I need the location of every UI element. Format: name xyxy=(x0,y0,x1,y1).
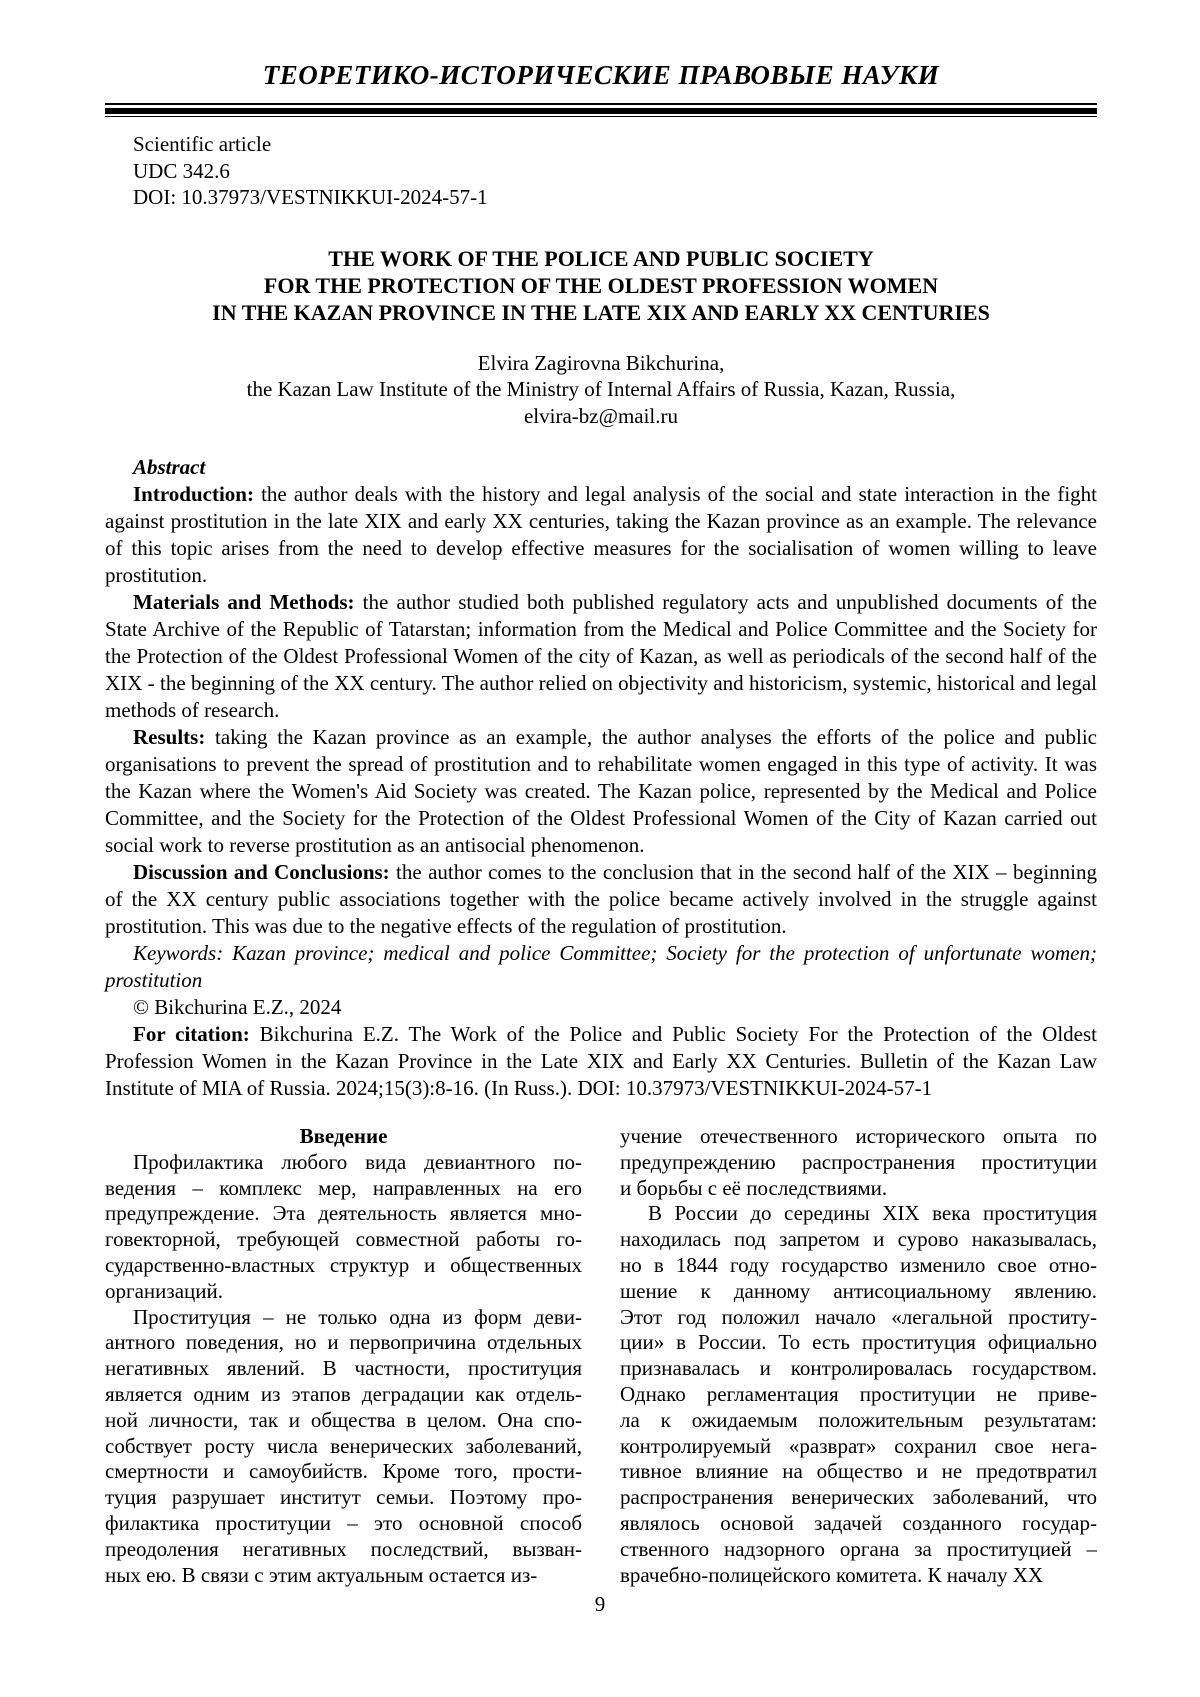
text-line: смертности и самоубийств. Кроме того, прости- xyxy=(105,1459,582,1484)
abstract-introduction xyxy=(105,481,1097,589)
running-head: ТЕОРЕТИКО-ИСТОРИЧЕСКИЕ ПРАВОВЫЕ НАУКИ xyxy=(262,60,940,90)
section-text-materials: the author studied both published regulatory acts and unpublished documents of the State Archive of the Republic of Tatarstan; information from the Medical and Police Committee and the Society for the Protection of the Oldest Professional Women of the city of Kazan, as well as periodicals of the second half of the XIX - the beginning of the XX century. The author relied on objectivity and historicism, systemic, historical and legal methods of research. xyxy=(105,590,1097,722)
text-line: ла к ожидаемым положительным результатам: xyxy=(620,1407,1097,1432)
text-line: говекторной, требующей совместной работы го- xyxy=(105,1227,582,1252)
rule-thin-bottom xyxy=(105,116,1097,117)
text-line: ных ею. В связи с этим актуальным остается из- xyxy=(105,1562,538,1587)
citation-text: Bikchurina E.Z. The Work of the Police and Public Society For the Protection of the Oldest Profession Women in the Kazan Province in the Late XIX and Early XX Centuries. Bulletin of the Kazan Law Institute of MIA of Russia. 2024;15(3):8-16. (In Russ.). DOI: 10.37973/VESTNIKKUI-2024-57-1 xyxy=(105,1022,1097,1100)
text-line: и борьбы с её последствиями. xyxy=(620,1175,888,1200)
text-line: Этот год положил начало «легальной проститу- xyxy=(620,1304,1097,1329)
text-line: сударственно-властных структур и общественных xyxy=(105,1252,582,1277)
right-column xyxy=(620,1124,1097,1588)
copyright-line: © Bikchurina E.Z., 2024 xyxy=(133,995,342,1019)
section-text-discussion: the author comes to the conclusion that in the second half of the XIX – beginning of the XX century public associations together with the police became actively involved in the struggle against prostitution. This was due to the negative effects of the regulation of prostitution. xyxy=(105,860,1097,938)
citation xyxy=(105,1021,1097,1102)
text-line: шение к данному антисоциальному явлению. xyxy=(620,1278,1097,1303)
section-label-introduction: Introduction: xyxy=(133,482,254,506)
section-label-discussion: Discussion and Conclusions: xyxy=(133,860,390,884)
right-column-text xyxy=(620,1124,1097,1588)
section-text-results: taking the Kazan province as an example, the author analyses the efforts of the police and public organisations to prevent the spread of prostitution and to rehabilitate women engaged in this type of activity. It was the Kazan where the Women's Aid Society was created. The Kazan police, represented by the Medical and Police Committee, and the Society for the Protection of the Oldest Professional Women of the City of Kazan carried out social work to reverse prostitution as an antisocial phenomenon. xyxy=(105,725,1097,857)
text-line: предупреждение. Эта деятельность является мно- xyxy=(105,1201,582,1226)
text-line: находилась под запретом и сурово наказывалась, xyxy=(620,1227,1097,1252)
section-label-materials: Materials and Methods: xyxy=(133,590,355,614)
text-line: филактика проституции – это основной способ xyxy=(105,1510,582,1535)
introduction-ru-section xyxy=(105,1124,1097,1588)
text-line: ной личности, так и общества в целом. Она спо- xyxy=(105,1407,582,1432)
text-line: тивное влияние на общество и не предотвратил xyxy=(620,1459,1097,1484)
title-line-3: IN THE KAZAN PROVINCE IN THE LATE XIX AND EARLY XX CENTURIES xyxy=(212,299,990,325)
abstract-results xyxy=(105,724,1097,859)
author-name: Elvira Zagirovna Bikchurina, xyxy=(477,350,725,375)
article-meta xyxy=(105,131,1097,211)
left-column-text xyxy=(105,1150,582,1589)
text-line: врачебно-полицейского комитета. К началу XX xyxy=(620,1562,1044,1587)
author-affiliation: the Kazan Law Institute of the Ministry of Internal Affairs of Russia, Kazan, Russia, xyxy=(246,377,956,401)
article-type: Scientific article xyxy=(133,132,272,156)
page-number: 9 xyxy=(594,1592,606,1616)
abstract-section xyxy=(105,454,1097,1102)
author-block xyxy=(105,350,1097,430)
abstract-discussion xyxy=(105,859,1097,940)
text-line: собствует росту числа венерических заболеваний, xyxy=(105,1433,582,1458)
text-line: ции» в России. То есть проституция официально xyxy=(620,1330,1097,1355)
udc-number: UDC 342.6 xyxy=(133,158,230,183)
text-line: организаций. xyxy=(105,1278,223,1303)
text-line: предупреждению распространения проституции xyxy=(620,1149,1097,1174)
page-content xyxy=(0,60,1200,1588)
text-line: учение отечественного исторического опыта по xyxy=(620,1124,1097,1148)
article-title xyxy=(105,245,1097,326)
text-line: Проституция – не только одна из форм деви- xyxy=(133,1304,582,1329)
section-text-introduction: the author deals with the history and legal analysis of the social and state interaction in the fight against prostitution in the late XIX and early XX centuries, taking the Kazan province as an example. The relevance of this topic arises from the need to develop effective measures for the socialisation of women willing to leave prostitution. xyxy=(105,482,1097,587)
left-column xyxy=(105,1124,582,1588)
keywords-label: Keywords: xyxy=(133,941,224,965)
text-line: ведения – комплекс мер, направленных на его xyxy=(105,1175,582,1200)
text-line: Однако регламентация проституции не приве- xyxy=(620,1381,1097,1406)
section-heading-vvedenie: Введение xyxy=(299,1124,388,1148)
text-line: является одним из этапов деградации как отдель- xyxy=(105,1381,582,1406)
keywords-text: Kazan province; medical and police Committee; Society for the protection of unfortunate women; prostitution xyxy=(105,941,1097,992)
text-line: В России до середины XIX века проституция xyxy=(648,1201,1097,1226)
abstract-materials-methods xyxy=(105,589,1097,724)
text-line: распространения венерических заболеваний, что xyxy=(620,1485,1097,1510)
section-label-results: Results: xyxy=(133,725,206,749)
header-rule xyxy=(105,103,1097,117)
citation-label: For citation: xyxy=(133,1022,250,1046)
text-line: Профилактика любого вида девиантного по- xyxy=(133,1149,582,1174)
text-line: являлось основой задачей созданного государ- xyxy=(620,1510,1097,1535)
text-line: контролируемый «разврат» сохранил свое нега- xyxy=(620,1433,1097,1458)
text-line: туция разрушает институт семьи. Поэтому про- xyxy=(105,1485,582,1510)
text-line: признавалась и контролировалась государством. xyxy=(620,1356,1097,1381)
keywords xyxy=(105,940,1097,994)
text-line: антного поведения, но и первопричина отдельных xyxy=(105,1330,582,1355)
text-line: но в 1844 году государство изменило свое отно- xyxy=(620,1252,1097,1277)
author-email: elvira-bz@mail.ru xyxy=(523,403,679,428)
title-line-2: FOR THE PROTECTION OF THE OLDEST PROFESSION WOMEN xyxy=(263,272,939,298)
text-line: негативных явлений. В частности, проституция xyxy=(105,1356,582,1381)
doi-number: DOI: 10.37973/VESTNIKKUI-2024-57-1 xyxy=(133,185,488,209)
abstract-heading: Abstract xyxy=(133,455,206,479)
text-line: ственного надзорного органа за проституцией – xyxy=(620,1536,1097,1561)
text-line: преодоления негативных последствий, вызван- xyxy=(105,1536,582,1561)
title-line-1: THE WORK OF THE POLICE AND PUBLIC SOCIETY xyxy=(328,245,874,271)
